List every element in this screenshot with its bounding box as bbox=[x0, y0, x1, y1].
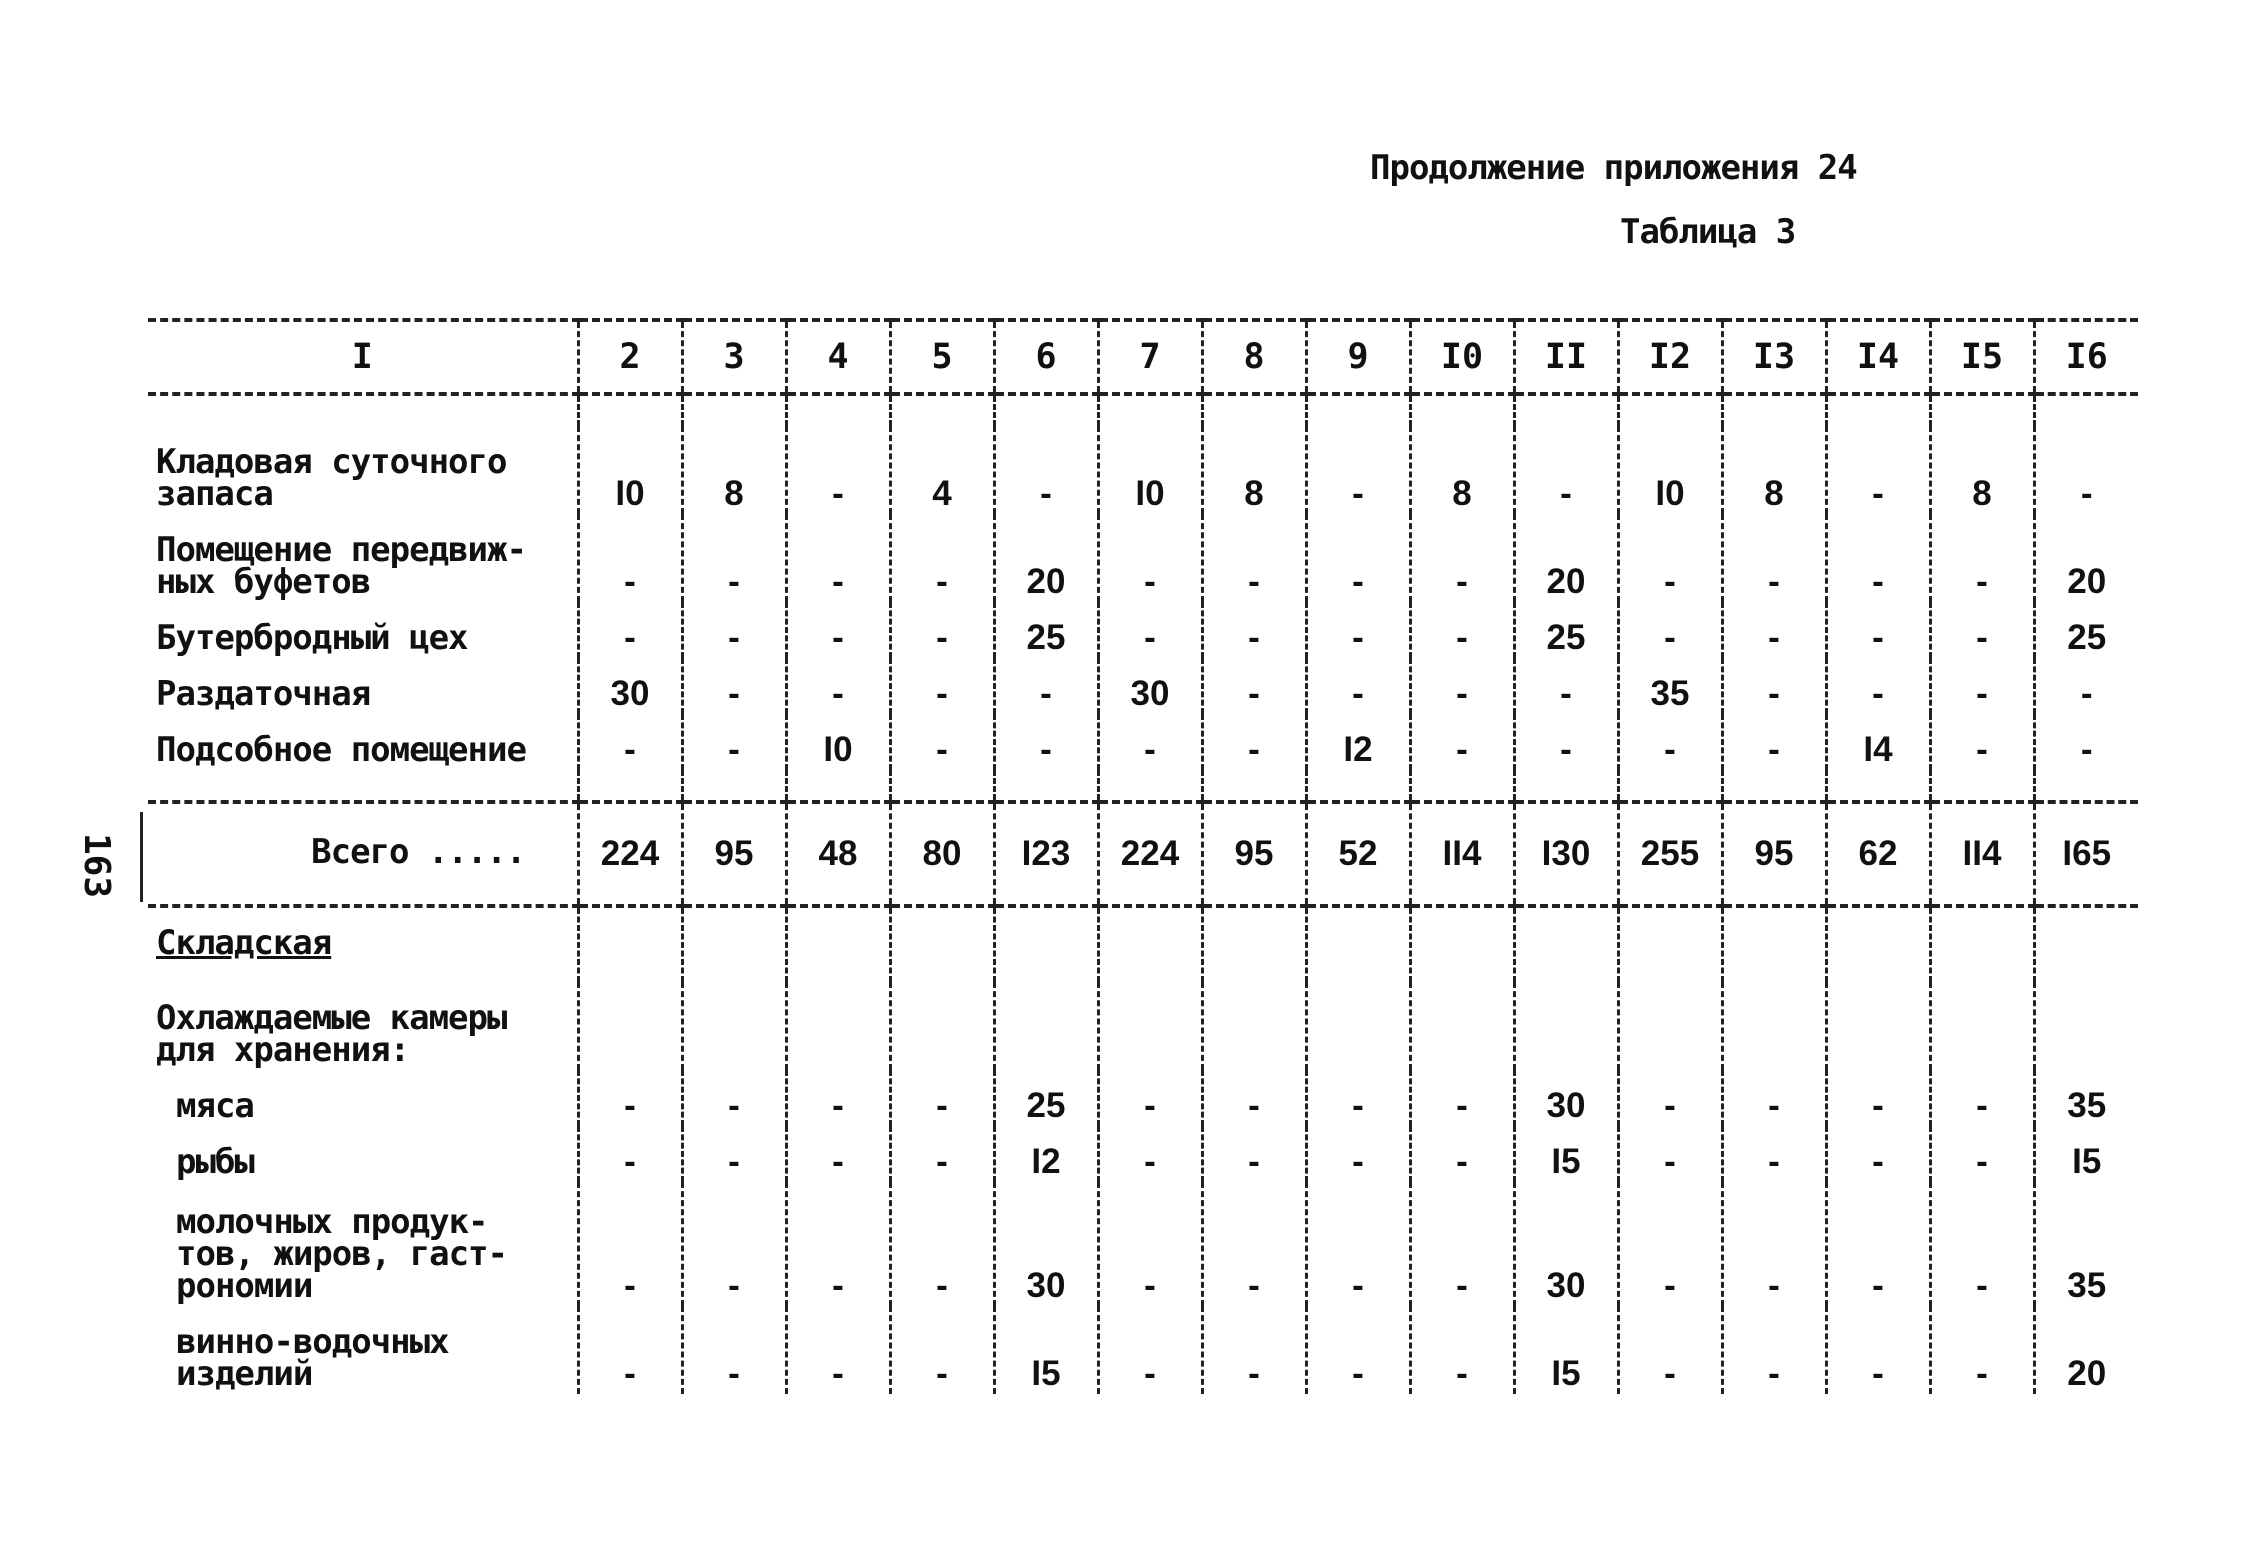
total-row bbox=[148, 802, 2138, 906]
table-cell: - bbox=[1098, 514, 1202, 602]
table-cell: I2 bbox=[1306, 714, 1410, 770]
table-cell: - bbox=[1722, 602, 1826, 658]
spacer-cell bbox=[1930, 394, 2034, 426]
spacer-cell bbox=[2034, 394, 2138, 426]
empty-cell bbox=[786, 982, 890, 1070]
empty-cell bbox=[2034, 982, 2138, 1070]
table-cell: - bbox=[1410, 1070, 1514, 1126]
table-cell: - bbox=[1826, 1306, 1930, 1394]
table-cell: I4 bbox=[1826, 714, 1930, 770]
table-cell: 30 bbox=[1514, 1070, 1618, 1126]
table-cell: 8 bbox=[1722, 426, 1826, 514]
table-cell: - bbox=[1722, 514, 1826, 602]
empty-cell bbox=[1722, 906, 1826, 982]
table-cell: - bbox=[1098, 602, 1202, 658]
table-cell: - bbox=[1826, 1070, 1930, 1126]
page-number-divider bbox=[140, 812, 143, 902]
empty-cell bbox=[1930, 982, 2034, 1070]
spacer-cell bbox=[786, 394, 890, 426]
table-number-heading: Таблица 3 bbox=[1620, 212, 1796, 252]
column-header: 9 bbox=[1306, 320, 1410, 394]
table-cell: 25 bbox=[1514, 602, 1618, 658]
empty-cell bbox=[1722, 982, 1826, 1070]
empty-cell bbox=[786, 906, 890, 982]
table-row bbox=[148, 514, 2138, 602]
table-cell: - bbox=[1202, 602, 1306, 658]
table-cell: - bbox=[786, 426, 890, 514]
row-label: Кладовая суточного запаса bbox=[156, 442, 507, 514]
table-cell: - bbox=[1930, 714, 2034, 770]
table-cell: 35 bbox=[2034, 1182, 2138, 1306]
table-cell: - bbox=[578, 1070, 682, 1126]
table-cell: - bbox=[578, 514, 682, 602]
spacer-cell bbox=[1306, 394, 1410, 426]
table-cell: I0 bbox=[786, 714, 890, 770]
empty-cell bbox=[1098, 906, 1202, 982]
column-header: I3 bbox=[1722, 320, 1826, 394]
total-cell: 255 bbox=[1618, 802, 1722, 906]
total-cell: I23 bbox=[994, 802, 1098, 906]
column-header: I6 bbox=[2034, 320, 2138, 394]
table-cell: - bbox=[1306, 1182, 1410, 1306]
spacer-cell bbox=[148, 770, 578, 802]
table-cell: - bbox=[1098, 1182, 1202, 1306]
spacer-cell bbox=[1722, 394, 1826, 426]
table-cell: - bbox=[1410, 714, 1514, 770]
spacer-cell bbox=[1306, 770, 1410, 802]
total-cell: 95 bbox=[682, 802, 786, 906]
spacer-cell bbox=[1930, 770, 2034, 802]
spacer-cell bbox=[890, 770, 994, 802]
table-cell: - bbox=[578, 714, 682, 770]
table-cell: - bbox=[682, 1070, 786, 1126]
data-table bbox=[148, 318, 2138, 1394]
empty-cell bbox=[1514, 982, 1618, 1070]
table-cell: - bbox=[1722, 1306, 1826, 1394]
empty-cell bbox=[1306, 982, 1410, 1070]
table-row bbox=[148, 426, 2138, 514]
table-cell: - bbox=[682, 1126, 786, 1182]
spacer-row bbox=[148, 394, 2138, 426]
table-cell: - bbox=[1826, 658, 1930, 714]
table-row bbox=[148, 1182, 2138, 1306]
row-label: Помещение передвиж- ных буфетов bbox=[156, 530, 526, 602]
total-cell: II4 bbox=[1410, 802, 1514, 906]
table-cell: 4 bbox=[890, 426, 994, 514]
table-cell: - bbox=[578, 1126, 682, 1182]
table-cell: - bbox=[1410, 1126, 1514, 1182]
total-cell: II4 bbox=[1930, 802, 2034, 906]
spacer-cell bbox=[1514, 770, 1618, 802]
empty-cell bbox=[1930, 906, 2034, 982]
empty-cell bbox=[890, 982, 994, 1070]
table-cell: 35 bbox=[1618, 658, 1722, 714]
table-cell: - bbox=[890, 1126, 994, 1182]
table-cell: 20 bbox=[994, 514, 1098, 602]
table-cell: - bbox=[994, 714, 1098, 770]
table-cell: - bbox=[1722, 1070, 1826, 1126]
table-cell: - bbox=[1202, 1306, 1306, 1394]
row-label: молочных продук- тов, жиров, гаст- рономии bbox=[176, 1202, 507, 1306]
empty-cell bbox=[1098, 982, 1202, 1070]
empty-cell bbox=[1306, 906, 1410, 982]
column-header: 4 bbox=[786, 320, 890, 394]
empty-cell bbox=[994, 906, 1098, 982]
table-cell: - bbox=[994, 426, 1098, 514]
table-cell: 30 bbox=[578, 658, 682, 714]
spacer-cell bbox=[1202, 394, 1306, 426]
total-cell: 52 bbox=[1306, 802, 1410, 906]
spacer-cell bbox=[1722, 770, 1826, 802]
total-cell: 224 bbox=[1098, 802, 1202, 906]
column-header: I5 bbox=[1930, 320, 2034, 394]
table-cell: - bbox=[1826, 1182, 1930, 1306]
table-cell: - bbox=[1202, 514, 1306, 602]
spacer-cell bbox=[1826, 394, 1930, 426]
table-cell: - bbox=[682, 1182, 786, 1306]
table-cell: - bbox=[1202, 1182, 1306, 1306]
column-header: 2 bbox=[578, 320, 682, 394]
table-cell: - bbox=[578, 1306, 682, 1394]
table-cell: 35 bbox=[2034, 1070, 2138, 1126]
table-cell: I5 bbox=[1514, 1126, 1618, 1182]
total-cell: 224 bbox=[578, 802, 682, 906]
table-cell: - bbox=[1306, 1126, 1410, 1182]
table-cell: - bbox=[1930, 658, 2034, 714]
spacer-cell bbox=[1098, 770, 1202, 802]
spacer-cell bbox=[1826, 770, 1930, 802]
table-row bbox=[148, 602, 2138, 658]
empty-cell bbox=[890, 906, 994, 982]
spacer-cell bbox=[890, 394, 994, 426]
table-cell: - bbox=[1098, 1070, 1202, 1126]
table-cell: - bbox=[1618, 1070, 1722, 1126]
table-cell: I5 bbox=[994, 1306, 1098, 1394]
table-cell: - bbox=[1410, 658, 1514, 714]
table-cell: - bbox=[1098, 1126, 1202, 1182]
table-cell: - bbox=[1618, 1126, 1722, 1182]
empty-cell bbox=[1410, 906, 1514, 982]
spacer-cell bbox=[682, 394, 786, 426]
table-cell: - bbox=[1202, 714, 1306, 770]
spacer-cell bbox=[1410, 394, 1514, 426]
table-cell: - bbox=[1618, 1306, 1722, 1394]
empty-cell bbox=[1826, 982, 1930, 1070]
table-cell: - bbox=[1618, 714, 1722, 770]
table-cell: 8 bbox=[682, 426, 786, 514]
empty-cell bbox=[2034, 906, 2138, 982]
table-cell: I0 bbox=[1098, 426, 1202, 514]
spacer-cell bbox=[1410, 770, 1514, 802]
table-cell: 30 bbox=[994, 1182, 1098, 1306]
table-cell: - bbox=[1826, 1126, 1930, 1182]
row-label: Раздаточная bbox=[156, 674, 371, 714]
spacer-cell bbox=[578, 770, 682, 802]
column-header-row bbox=[148, 320, 2138, 394]
table-cell: - bbox=[890, 658, 994, 714]
table-cell: - bbox=[578, 602, 682, 658]
total-cell: I30 bbox=[1514, 802, 1618, 906]
table-cell: - bbox=[1098, 1306, 1202, 1394]
column-header: 7 bbox=[1098, 320, 1202, 394]
row-label: Подсобное помещение bbox=[156, 730, 526, 770]
table-cell: 8 bbox=[1202, 426, 1306, 514]
empty-cell bbox=[1202, 982, 1306, 1070]
spacer-cell bbox=[682, 770, 786, 802]
appendix-continuation-heading: Продолжение приложения 24 bbox=[1370, 148, 1857, 188]
table-row bbox=[148, 658, 2138, 714]
section-row bbox=[148, 906, 2138, 982]
table-cell: - bbox=[786, 1126, 890, 1182]
spacer-cell bbox=[578, 394, 682, 426]
table-cell: - bbox=[1930, 1306, 2034, 1394]
table-cell: I0 bbox=[1618, 426, 1722, 514]
table-cell: - bbox=[1722, 1126, 1826, 1182]
table-cell: - bbox=[890, 1306, 994, 1394]
table-cell: - bbox=[1930, 514, 2034, 602]
table-cell: - bbox=[1202, 658, 1306, 714]
table-cell: - bbox=[1514, 426, 1618, 514]
table-row bbox=[148, 1070, 2138, 1126]
row-label: винно-водочных изделий bbox=[176, 1322, 449, 1394]
table-cell: - bbox=[1306, 1070, 1410, 1126]
table-cell: - bbox=[1410, 602, 1514, 658]
table-cell: - bbox=[682, 658, 786, 714]
column-header: 3 bbox=[682, 320, 786, 394]
table-cell: - bbox=[1098, 714, 1202, 770]
table-row bbox=[148, 1306, 2138, 1394]
row-label: рыбы bbox=[176, 1142, 254, 1182]
table-cell: - bbox=[786, 1306, 890, 1394]
spacer-cell bbox=[1514, 394, 1618, 426]
table-row bbox=[148, 1126, 2138, 1182]
table-cell: - bbox=[786, 658, 890, 714]
table-cell: - bbox=[786, 1182, 890, 1306]
table-cell: - bbox=[682, 514, 786, 602]
total-cell: I65 bbox=[2034, 802, 2138, 906]
table-cell: - bbox=[682, 602, 786, 658]
table-cell: - bbox=[1202, 1126, 1306, 1182]
table-cell: - bbox=[1930, 1070, 2034, 1126]
table-cell: 30 bbox=[1514, 1182, 1618, 1306]
table-cell: - bbox=[1306, 426, 1410, 514]
empty-cell bbox=[1514, 906, 1618, 982]
table-cell: I2 bbox=[994, 1126, 1098, 1182]
table-cell: - bbox=[1514, 658, 1618, 714]
table-cell: - bbox=[786, 602, 890, 658]
empty-cell bbox=[1410, 982, 1514, 1070]
table-cell: - bbox=[1202, 1070, 1306, 1126]
table-cell: - bbox=[682, 714, 786, 770]
table-cell: - bbox=[1930, 602, 2034, 658]
table-cell: 25 bbox=[2034, 602, 2138, 658]
table-cell: - bbox=[1930, 1126, 2034, 1182]
spacer-cell bbox=[786, 770, 890, 802]
empty-cell bbox=[1826, 906, 1930, 982]
table-cell: - bbox=[1722, 1182, 1826, 1306]
spacer-cell bbox=[994, 394, 1098, 426]
spacer-cell bbox=[1618, 394, 1722, 426]
column-header: I0 bbox=[1410, 320, 1514, 394]
spacer-cell bbox=[1202, 770, 1306, 802]
total-label: Всего ..... bbox=[148, 802, 578, 906]
table-row bbox=[148, 714, 2138, 770]
empty-cell bbox=[578, 982, 682, 1070]
group-title: Охлаждаемые камеры для хранения: bbox=[156, 998, 507, 1070]
table-cell: - bbox=[1410, 1182, 1514, 1306]
table-cell: 20 bbox=[2034, 514, 2138, 602]
table-cell: - bbox=[1722, 658, 1826, 714]
section-title: Складская bbox=[156, 923, 332, 963]
table-cell: - bbox=[1826, 602, 1930, 658]
page-number: 163 bbox=[76, 832, 118, 899]
table-cell: I5 bbox=[2034, 1126, 2138, 1182]
table-cell: - bbox=[1514, 714, 1618, 770]
table-cell: - bbox=[1618, 602, 1722, 658]
table-cell: I5 bbox=[1514, 1306, 1618, 1394]
table-cell: - bbox=[2034, 426, 2138, 514]
table-cell: 8 bbox=[1410, 426, 1514, 514]
table-cell: - bbox=[890, 514, 994, 602]
column-header: I bbox=[148, 320, 578, 394]
table-cell: - bbox=[2034, 658, 2138, 714]
table-cell: 30 bbox=[1098, 658, 1202, 714]
table-cell: - bbox=[1306, 602, 1410, 658]
table-cell: I0 bbox=[578, 426, 682, 514]
column-header: 5 bbox=[890, 320, 994, 394]
empty-cell bbox=[1202, 906, 1306, 982]
table-cell: 8 bbox=[1930, 426, 2034, 514]
table-cell: - bbox=[1410, 1306, 1514, 1394]
total-cell: 48 bbox=[786, 802, 890, 906]
total-cell: 80 bbox=[890, 802, 994, 906]
table-cell: 25 bbox=[994, 1070, 1098, 1126]
row-label: мяса bbox=[176, 1086, 254, 1126]
table-cell: - bbox=[682, 1306, 786, 1394]
empty-cell bbox=[1618, 982, 1722, 1070]
table-cell: - bbox=[578, 1182, 682, 1306]
spacer-cell bbox=[994, 770, 1098, 802]
column-header: II bbox=[1514, 320, 1618, 394]
table-cell: - bbox=[1306, 514, 1410, 602]
table-cell: - bbox=[890, 714, 994, 770]
table-cell: - bbox=[1930, 1182, 2034, 1306]
column-header: I2 bbox=[1618, 320, 1722, 394]
table-cell: - bbox=[1826, 426, 1930, 514]
table-cell: - bbox=[786, 1070, 890, 1126]
table-cell: - bbox=[1306, 1306, 1410, 1394]
table-cell: - bbox=[994, 658, 1098, 714]
empty-cell bbox=[682, 906, 786, 982]
total-cell: 95 bbox=[1722, 802, 1826, 906]
spacer-cell bbox=[148, 394, 578, 426]
spacer-cell bbox=[1098, 394, 1202, 426]
column-header: I4 bbox=[1826, 320, 1930, 394]
table-cell: - bbox=[1306, 658, 1410, 714]
empty-cell bbox=[994, 982, 1098, 1070]
empty-cell bbox=[682, 982, 786, 1070]
spacer-row bbox=[148, 770, 2138, 802]
row-label: Бутербродный цех bbox=[156, 618, 468, 658]
table-cell: - bbox=[890, 1070, 994, 1126]
table-cell: - bbox=[1618, 1182, 1722, 1306]
total-cell: 95 bbox=[1202, 802, 1306, 906]
spacer-cell bbox=[2034, 770, 2138, 802]
table-cell: - bbox=[1722, 714, 1826, 770]
table-cell: 20 bbox=[2034, 1306, 2138, 1394]
empty-cell bbox=[1618, 906, 1722, 982]
table-cell: - bbox=[1826, 514, 1930, 602]
column-header: 6 bbox=[994, 320, 1098, 394]
table-cell: - bbox=[890, 1182, 994, 1306]
total-cell: 62 bbox=[1826, 802, 1930, 906]
spacer-cell bbox=[1618, 770, 1722, 802]
table-cell: - bbox=[786, 514, 890, 602]
table-cell: - bbox=[1410, 514, 1514, 602]
group-row bbox=[148, 982, 2138, 1070]
column-header: 8 bbox=[1202, 320, 1306, 394]
empty-cell bbox=[578, 906, 682, 982]
table-cell: 25 bbox=[994, 602, 1098, 658]
table-cell: - bbox=[890, 602, 994, 658]
table-cell: - bbox=[1618, 514, 1722, 602]
table-cell: - bbox=[2034, 714, 2138, 770]
table-cell: 20 bbox=[1514, 514, 1618, 602]
